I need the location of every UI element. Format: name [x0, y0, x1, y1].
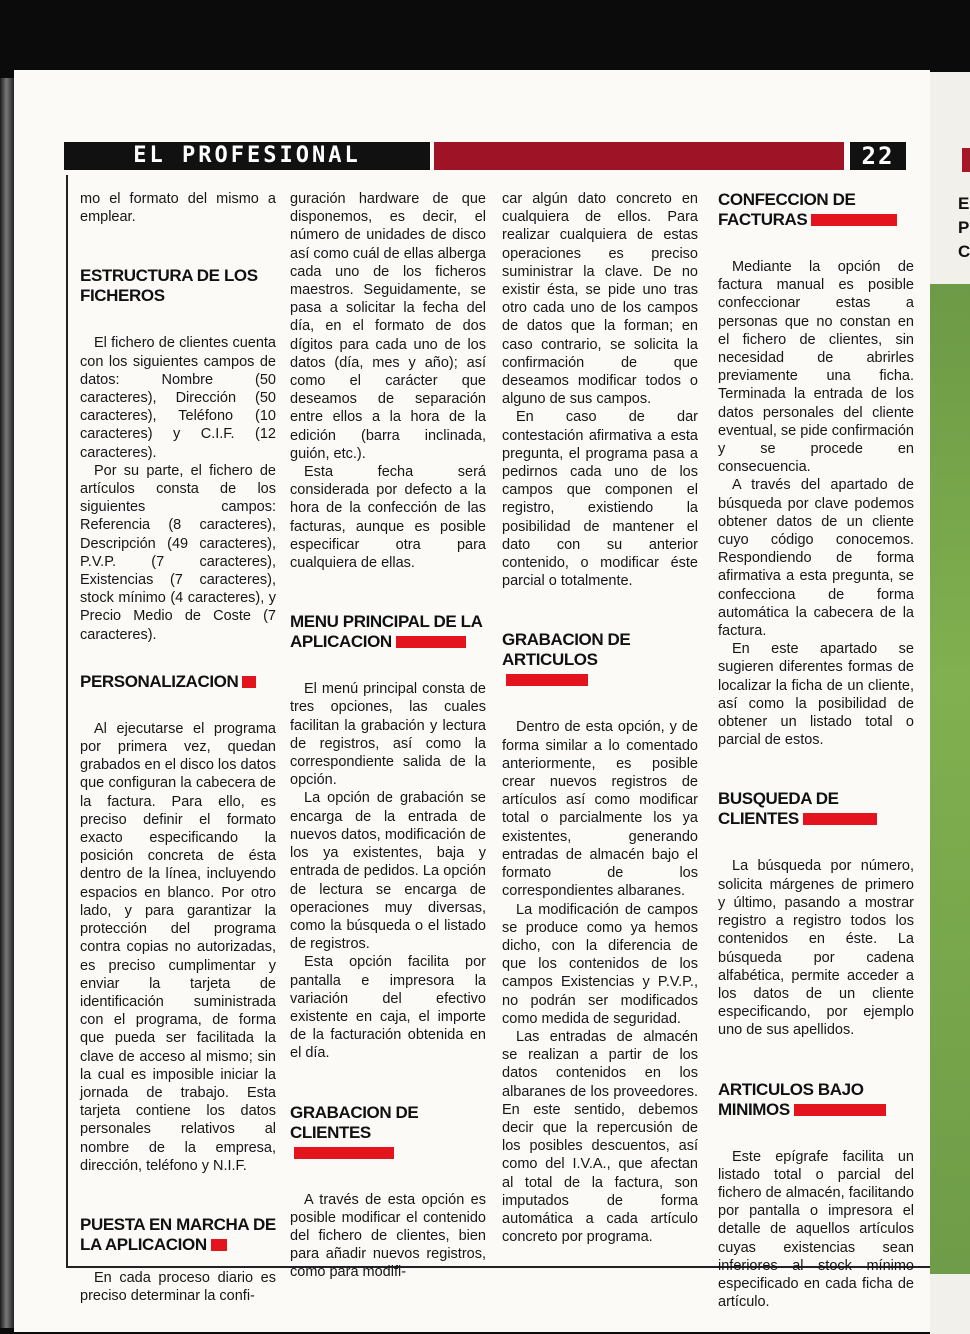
heading-estructura: ESTRUCTURA DE LOS FICHEROS — [80, 266, 258, 306]
paragraph: Este epígrafe facilita un listado total o parcial del fichero de almacén, facilitando por pantalla o impresora el detalle de aquellos artículos cuyas existencias sean inferiores al stock mínimo especificado en cada ficha de artículo. — [718, 1148, 914, 1311]
heading-busqueda-clientes — [718, 789, 903, 829]
heading-red-tag — [211, 1239, 227, 1251]
paragraph: Las entradas de almacén se realizan a partir de los datos contenidos en los albaranes de los proveedores. En este sentido, debemos decir que la repercusión de los posibles descuentos, así como del I.V.A., que afectan al total de la factura, son imputados de forma automática a cada artículo concreto por programa. — [502, 1028, 698, 1246]
heading-menu-principal — [290, 612, 486, 652]
paragraph: A través del apartado de búsqueda por clave podemos obtener datos de un cliente cuyo código conocemos. Respondiendo de forma afirmativa a esta pregunta, se confecciona de forma automática la cabecera de la factura. — [718, 477, 914, 640]
column-2 — [290, 190, 486, 1282]
section-title: EL PROFESIONAL — [64, 142, 430, 170]
paragraph: En este apartado se sugieren diferentes formas de localizar la ficha de un cliente, así como la posibilidad de obtener un listado total o parcial de estos. — [718, 641, 914, 749]
magazine-spine — [0, 78, 14, 1328]
heading-red-tag — [242, 676, 256, 688]
paragraph: Dentro de esta opción, y de forma similar a lo comentado anteriormente, es posible crear nuevos registros de artículos así como modificar total o parcialmente los ya existentes, generando entradas de almacén bajo el formato de los correspondientes albaranes. — [502, 719, 698, 900]
heading-text: PERSONALIZACION — [80, 671, 239, 691]
heading-red-tag — [396, 636, 466, 648]
page-number: 22 — [850, 142, 906, 170]
paragraph: En caso de dar contestación afirmativa a esta pregunta, el programa pasa a pedirnos cada uno de los campos que componen el registro, existiendo la posibilidad de mantener el dato con su anterior contenido, o modificar éste parcial o totalmente. — [502, 409, 698, 590]
heading-confeccion-facturas — [718, 190, 903, 230]
paragraph: Mediante la opción de factura manual es posible confeccionar estas a personas que no constan en el fichero de clientes, sin necesidad de abrirles previamente una ficha. Terminada la entrada de los datos personales del cliente eventual, se pide confirmación y se procede en consecuencia. — [718, 259, 914, 476]
heading-text: GRABACION DE CLIENTES — [290, 1102, 419, 1142]
paragraph: Esta fecha será considerada por defecto a la hora de la confección de las facturas, aunque es posible especificar otra para cualquiera de ellas. — [290, 464, 486, 572]
paragraph: Esta opción facilita por pantalla e impresora la variación del efectivo existente en caja, el importe de la facturación obtenida en el día. — [290, 954, 486, 1062]
paragraph: En cada proceso diario es preciso determinar la confi- — [80, 1269, 276, 1305]
column-4 — [718, 190, 914, 1311]
heading-text: PUESTA EN MARCHA DE LA APLICACION — [80, 1214, 276, 1254]
paragraph: El menú principal consta de tres opciones, las cuales facilitan la grabación y lectura de registros, así como la correspondiente salida de la opción. — [290, 681, 486, 789]
column-1 — [80, 190, 276, 1305]
paragraph: Por su parte, el fichero de artículos consta de los siguientes campos: Referencia (8 caracteres), Descripción (49 caracteres), P.V.P. (7 caracteres), Existencias (7 caracteres), stock mínimo (4 caracteres), y Precio Medio de Coste (7 caracteres). — [80, 462, 276, 643]
heading-text: CONFECCION DE FACTURAS — [718, 190, 856, 229]
facing-page-edge — [930, 72, 970, 1334]
heading-personalizacion — [80, 672, 276, 692]
paragraph: Al ejecutarse el programa por primera vez, quedan grabados en el disco los datos que configuran la cabecera de la factura. Para ello, es preciso definir el formato exacto especificando la posición concreta de ésta dentro de la línea, incluyendo espacios en blanco. Por otro lado, y para garantizar la protección del programa contra copias no autorizadas, es preciso cumplimentar y enviar la tarjeta de identificación suministrada con el programa, de forma que pueda ser facilitada la clave de acceso al mismo; sin la cual es imposible iniciar la jornada de trabajo. Esta tarjeta contiene los datos personales relativos al nombre de la empresa, dirección, teléfono y N.I.F. — [80, 720, 276, 1174]
paragraph: A través de esta opción es posible modificar el contenido del fichero de clientes, bien para añadir nuevos registros, como para modifi- — [290, 1191, 486, 1281]
heading-red-tag — [294, 1147, 394, 1159]
heading-articulos-bajo-minimos — [718, 1080, 903, 1120]
left-frame-rule — [66, 175, 68, 1267]
facing-page-letters — [958, 192, 970, 264]
heading-text: BUSQUEDA DE CLIENTES — [718, 789, 839, 829]
header-red-bar — [434, 142, 844, 170]
heading-grabacion-articulos — [502, 630, 682, 690]
paragraph: mo el formato del mismo a emplear. — [80, 191, 276, 226]
paragraph: La modificación de campos se produce como ya hemos dicho, con la diferencia de que los contenidos de los campos Existencias y P.V.P., no podrán ser modificados como medida de seguridad. — [502, 901, 698, 1027]
heading-grabacion-clientes — [290, 1103, 440, 1163]
heading-red-tag — [811, 214, 897, 226]
paragraph: La búsqueda por número, solicita márgenes de primero y último, pasando a mostrar registro a registro todos los contenidos en éste. La búsqueda por cadena alfabética, permite acceder a los datos de un cliente especificando, por ejemplo uno de sus apellidos. — [718, 858, 914, 1039]
paragraph: La opción de grabación se encarga de la entrada de nuevos datos, modificación de los ya existentes, baja y entrada de pedidos. La opción de lectura se encarga de operaciones muy diversas, como la búsqueda o el listado de registros. — [290, 790, 486, 953]
heading-text: ARTICULOS BAJO MINIMOS — [718, 1079, 864, 1119]
facing-letter: E — [958, 194, 970, 213]
paragraph: guración hardware de que disponemos, es decir, el número de unidades de disco así como cuál de ellas alberga cada uno de los ficheros maestros. Seguidamente, se pasa a solicitar la fecha del día, en el formato de dos dígitos para cada uno de los datos (día, mes y año); así como el carácter que deseamos de separación entre ellos a la hora de la edición (barra inclinada, guión, etc.). — [290, 191, 486, 462]
paragraph: El fichero de clientes cuenta con los siguientes campos de datos: Nombre (50 caracteres), Dirección (50 caracteres), Teléfono (10 caracteres) y C.I.F. (12 caracteres). — [80, 335, 276, 461]
facing-letter: P — [958, 218, 970, 237]
facing-letter: C — [958, 242, 970, 261]
column-3 — [502, 190, 698, 1246]
facing-page-red-bar — [962, 148, 970, 172]
heading-puesta-en-marcha — [80, 1215, 276, 1255]
section-header — [64, 142, 906, 170]
heading-red-tag — [803, 813, 877, 825]
heading-red-tag — [794, 1104, 886, 1116]
heading-text: MENU PRINCIPAL DE LA APLICACION — [290, 612, 482, 652]
facing-page-photo — [930, 284, 970, 1274]
paragraph: car algún dato concreto en cualquiera de ellos. Para realizar cualquiera de estas operaciones es preciso suministrar la clave. De no existir ésta, se pide uno tras otro cada uno de los campos de datos que la forman; en caso contrario, se solicita la confirmación de que deseamos modificar todos o alguno de sus campos. — [502, 191, 698, 408]
heading-red-tag — [506, 674, 588, 686]
heading-text: GRABACION DE ARTICULOS — [502, 630, 631, 670]
